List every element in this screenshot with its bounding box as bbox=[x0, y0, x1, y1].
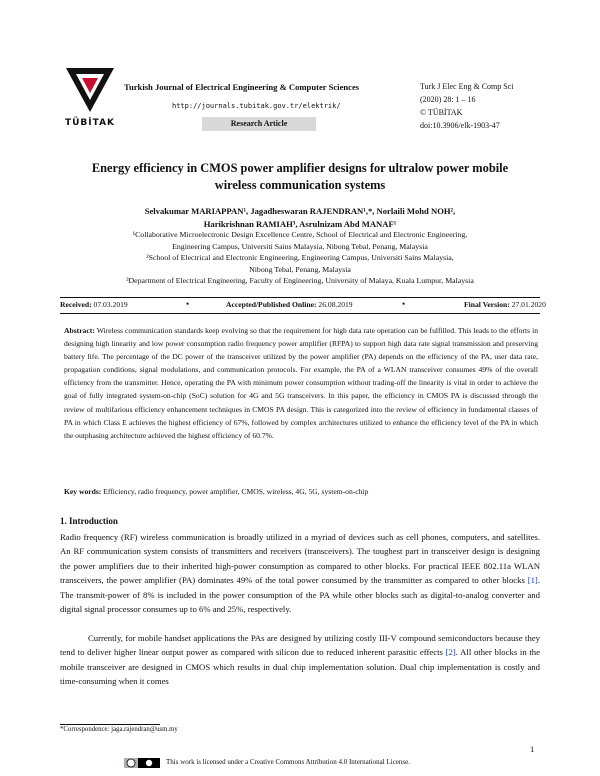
paper-title bbox=[60, 160, 540, 194]
affiliation-line: Nibong Tebal, Penang, Malaysia bbox=[249, 264, 351, 274]
meta-line-journal: Turk J Elec Eng & Comp Sci bbox=[420, 82, 514, 91]
authors-line: Selvakumar MARIAPPAN¹, Jagadheswaran RAJENDRAN¹,*, Norlaili Mohd NOH², bbox=[144, 206, 456, 216]
section-heading: 1. Introduction bbox=[60, 516, 118, 526]
affiliation-line: Engineering Campus, Universiti Sains Malaysia, Nibong Tebal, Penang, Malaysia bbox=[172, 241, 428, 251]
received-date: Received: 07.03.2019 bbox=[60, 300, 128, 309]
intro-paragraph-1 bbox=[60, 530, 540, 616]
article-type-tab: Research Article bbox=[202, 117, 316, 131]
dates-row bbox=[60, 299, 546, 312]
affiliation-line: ²School of Electrical and Electronic Engineering, Engineering Campus, Universiti Sains Malaysia, bbox=[146, 253, 454, 263]
title-line: Energy efficiency in CMOS power amplifier designs for ultralow power mobile bbox=[91, 161, 509, 175]
cc-by-license-icon[interactable] bbox=[124, 758, 160, 768]
date-separator: • bbox=[402, 299, 406, 309]
journal-meta bbox=[420, 80, 513, 132]
accepted-date: Accepted/Published Online: 26.08.2019 bbox=[226, 300, 353, 309]
paragraph-text: Radio frequency (RF) wireless communication is broadly utilized in a myriad of devices such as cell phones, computers, and satellites. An RF communication system consists of transmitters and receivers (transceivers). The toughest part in transceiver design is designing the power amplifiers due to their inherited high-power consumption as compared to other blocks. For practical IEEE 802.11a WLAN transceivers, the power amplifier (PA) dominates 49% of the total power consumed by the transmitter as compared to other blocks bbox=[60, 532, 540, 586]
citation-link[interactable]: [2] bbox=[445, 647, 456, 658]
meta-line-copyright: © TÜBİTAK bbox=[420, 108, 463, 117]
paragraph-text: Currently, for mobile handset applications the PAs are designed by utilizing costly III-V compound semiconductors because they tend to deliver higher linear output power as compared with silicon due to reduced inherent parasitic effects bbox=[60, 633, 540, 658]
keywords bbox=[64, 486, 538, 498]
affiliation-line: ³Department of Electrical Engineering, Faculty of Engineering, University of Malaya, Kuala Lumpur, Malaysia bbox=[126, 276, 474, 286]
paragraph-text: . The transmit-power of 8% is included in the power consumption of the PA while other blocks such as digital-to-analog converter and digital signal processor consumes up to 6% and 25%, respectively. bbox=[60, 575, 540, 615]
license-text: This work is licensed under a Creative Commons Attribution 4.0 International License. bbox=[166, 758, 410, 766]
page-number: 1 bbox=[530, 744, 535, 754]
abstract bbox=[64, 324, 538, 442]
journal-url[interactable]: http://journals.tubitak.gov.tr/elektrik/ bbox=[172, 102, 341, 110]
logo-word: TÜBİTAK bbox=[64, 118, 116, 128]
author-list bbox=[60, 205, 540, 231]
footnote-rule bbox=[60, 724, 160, 725]
meta-line-volume: (2020) 28: 1 – 16 bbox=[420, 95, 476, 104]
correspondence-footnote: *Correspondence: jaga.rajendran@usm.my bbox=[60, 726, 178, 733]
citation-link[interactable]: [1] bbox=[527, 575, 538, 586]
authors-line: Harikrishnan RAMIAH³, Asrulnizam Abd MANAF¹ bbox=[203, 219, 397, 229]
keywords-label: Key words: bbox=[64, 487, 102, 496]
keywords-text: Efficiency, radio frequency, power amplifier, CMOS, wireless, 4G, 5G, system-on-chip bbox=[103, 487, 369, 496]
affiliations bbox=[60, 229, 540, 287]
journal-name: Turkish Journal of Electrical Engineering & Computer Sciences bbox=[124, 82, 360, 92]
title-line: wireless communication systems bbox=[214, 178, 386, 192]
intro-paragraph-2 bbox=[60, 631, 540, 689]
abstract-label: Abstract: bbox=[64, 326, 95, 335]
paragraph-text: . All other blocks in the mobile transceiver are designed in CMOS which results in dual chip implementation solution. Dual chip implementation is costly and time-consuming when it comes bbox=[60, 647, 540, 687]
final-date: Final Version: 27.01.2020 bbox=[464, 300, 546, 309]
dates-top-rule bbox=[60, 297, 540, 298]
abstract-text: Wireless communication standards keep evolving so that the requirement for high data rate operation can be fulfilled. This leads to the efforts in designing high linearity and low power consumption radio frequency power amplifier (RFPA) to support high data rate signal transmission and preserving battery life. The percentage of the DC power of the transceiver utilized by the power amplifier (PA) depends on the efficiency of the PA, user data rate, propagation conditions, signal modulations, and communication protocols. For example, the PA of a WLAN transceiver consumes 49% of the overall efficiency from the transmitter. Hence, operating the PA with minimum power consumption without trading-off the linearity is vital in order to achieve the goal of fully integrated system-on-chip (SoC) solution for 4G and 5G transceivers. In this paper, the efficiency in CMOS PA is discussed through the review of multifarious efficiency enhancement techniques in CMOS PA design. This is categorized into the review of efficiency in fundamental classes of PA in which Class E achieves the highest efficiency of 67%, followed by complex architectures utilized to enhance the efficiency level of the PA in which the outphasing architecture achieved the highest efficiency of 60.7%. bbox=[64, 326, 538, 440]
date-separator: • bbox=[186, 299, 190, 309]
meta-line-doi[interactable]: doi:10.3906/elk-1903-47 bbox=[420, 121, 500, 130]
dates-bottom-rule bbox=[60, 313, 540, 314]
affiliation-line: ¹Collaborative Microelectronic Design Excellence Centre, School of Electrical and Electronic Engineering, bbox=[132, 230, 468, 239]
